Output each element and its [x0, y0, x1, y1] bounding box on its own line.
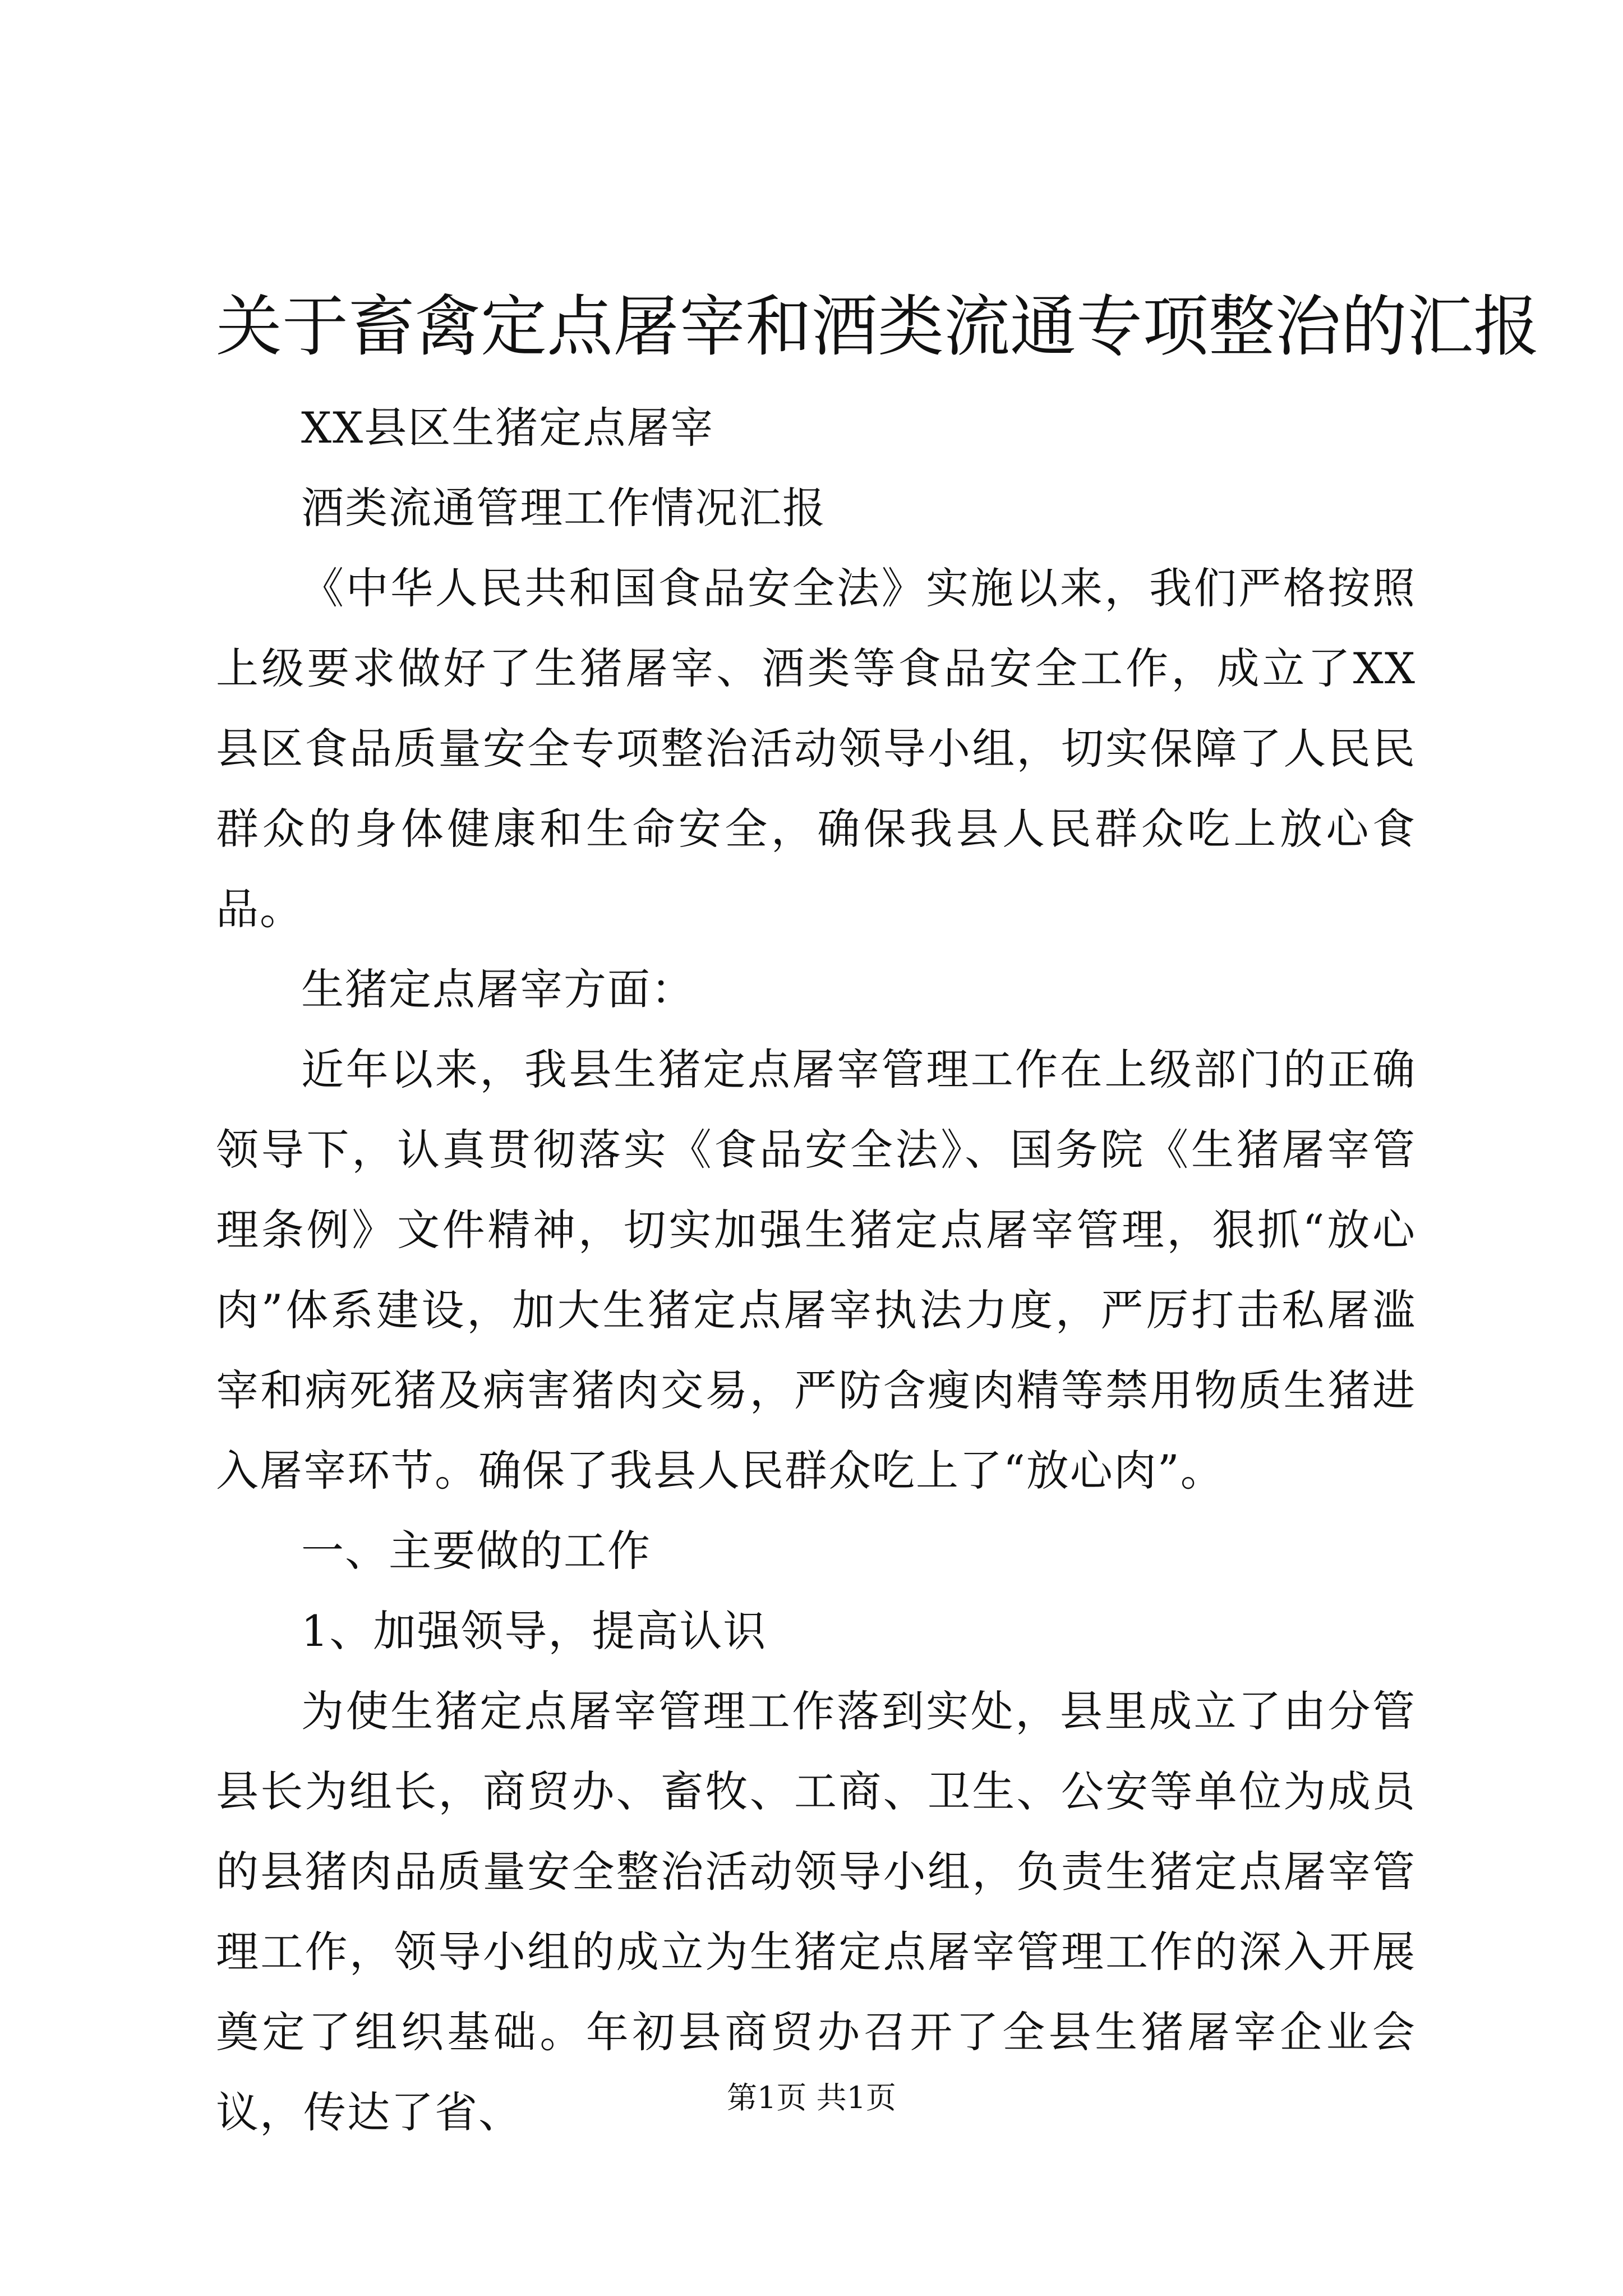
document-title: 关于畜禽定点屠宰和酒类流通专项整治的汇报 [216, 288, 1540, 365]
paragraph-section-heading: 生猪定点屠宰方面： [301, 964, 695, 1014]
paragraph-intro: 《中华人民共和国食品安全法》实施以来，我们严格按照上级要求做好了生猪屠宰、酒类等食品安全工作，成立了XX县区食品质量安全专项整治活动领导小组，切实保障了人民民群众的身体健康和生命安全，确保我县人民群众吃上放心食品。 [216, 563, 1416, 934]
paragraph-heading-main-work: 一、主要做的工作 [301, 1526, 651, 1576]
paragraph-report-subtitle: 酒类流通管理工作情况汇报 [301, 483, 826, 533]
paragraph-leadership-detail: 为使生猪定点屠宰管理工作落到实处，县里成立了由分管县长为组长，商贸办、畜牧、工商、卫生、公安等单位为成员的县猪肉品质量安全整治活动领导小组，负责生猪定点屠宰管理工作，领导小组的成立为生猪定点屠宰管理工作的深入开展奠定了组织基础。年初县商贸办召开了全县生猪屠宰企业会议，传达了省、 [216, 1686, 1416, 2137]
paragraph-heading-leadership: 1、加强领导，提高认识 [301, 1606, 767, 1656]
paragraph-overview: 近年以来，我县生猪定点屠宰管理工作在上级部门的正确领导下，认真贯彻落实《食品安全法》、国务院《生猪屠宰管理条例》文件精神，切实加强生猪定点屠宰管理，狠抓“放心肉”体系建设，加大生猪定点屠宰执法力度，严厉打击私屠滥宰和病死猪及病害猪肉交易，严防含瘦肉精等禁用物质生猪进入屠宰环节。确保了我县人民群众吃上了“放心肉”。 [216, 1045, 1416, 1496]
page-footer: 第1页 共1页 [727, 2080, 896, 2115]
paragraph-county-name: XX县区生猪定点屠宰 [301, 403, 714, 453]
document-body [216, 280, 1540, 2152]
